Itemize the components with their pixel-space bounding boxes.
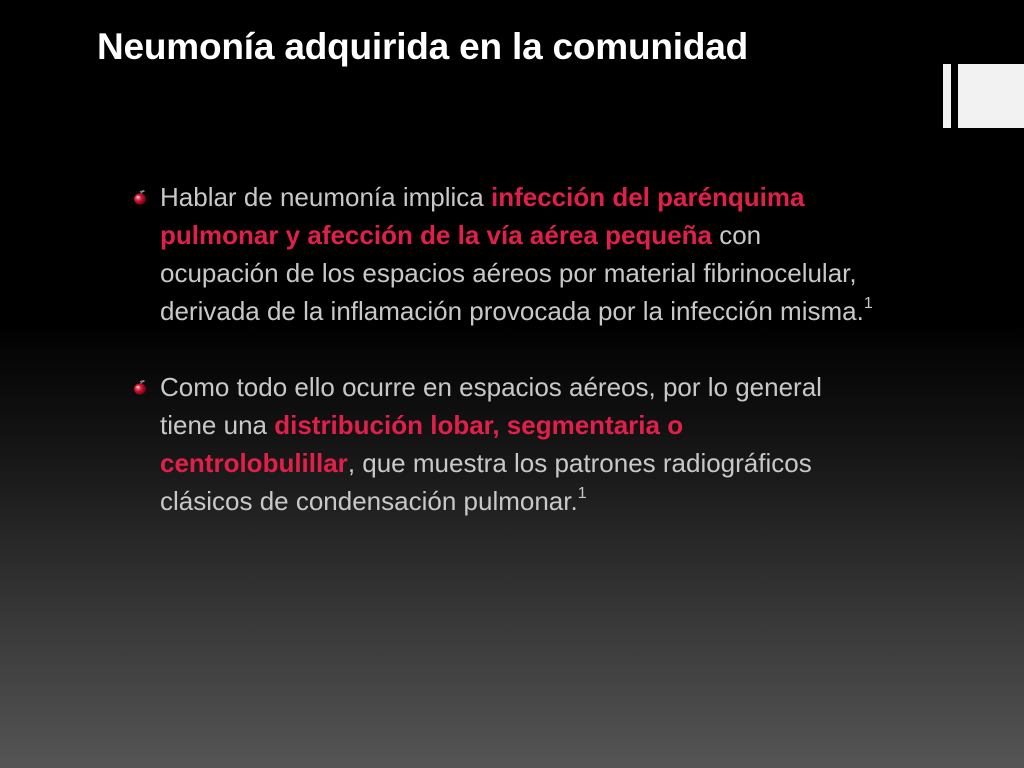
bullet-highlight: infección del parénquima pulmonar y afección de la vía aérea pequeña xyxy=(160,182,805,250)
apple-bullet-icon xyxy=(133,380,147,395)
bullet-item xyxy=(133,178,878,330)
bullet-list xyxy=(133,178,878,558)
bullet-highlight: distribución lobar, segmentaria o centrolobulillar xyxy=(160,410,684,478)
bullet-text: , que muestra los patrones radiográficos clásicos de condensación pulmonar. xyxy=(160,448,812,516)
slide-title: Neumonía adquirida en la comunidad xyxy=(97,26,749,67)
decorative-bar-thick xyxy=(958,64,1024,128)
bullet-text: Como todo ello ocurre en espacios aéreos, por lo general tiene una xyxy=(160,372,822,440)
decorative-bar-thin xyxy=(943,64,951,128)
bullet-text: Hablar de neumonía implica xyxy=(160,182,491,212)
apple-bullet-icon xyxy=(133,190,147,205)
bullet-item xyxy=(133,368,878,520)
footnote-marker: 1 xyxy=(863,295,873,312)
bullet-text: con ocupación de los espacios aéreos por material fibrinocelular, derivada de la inflamación provocada por la infección misma. xyxy=(160,220,864,326)
footnote-marker: 1 xyxy=(577,485,587,502)
